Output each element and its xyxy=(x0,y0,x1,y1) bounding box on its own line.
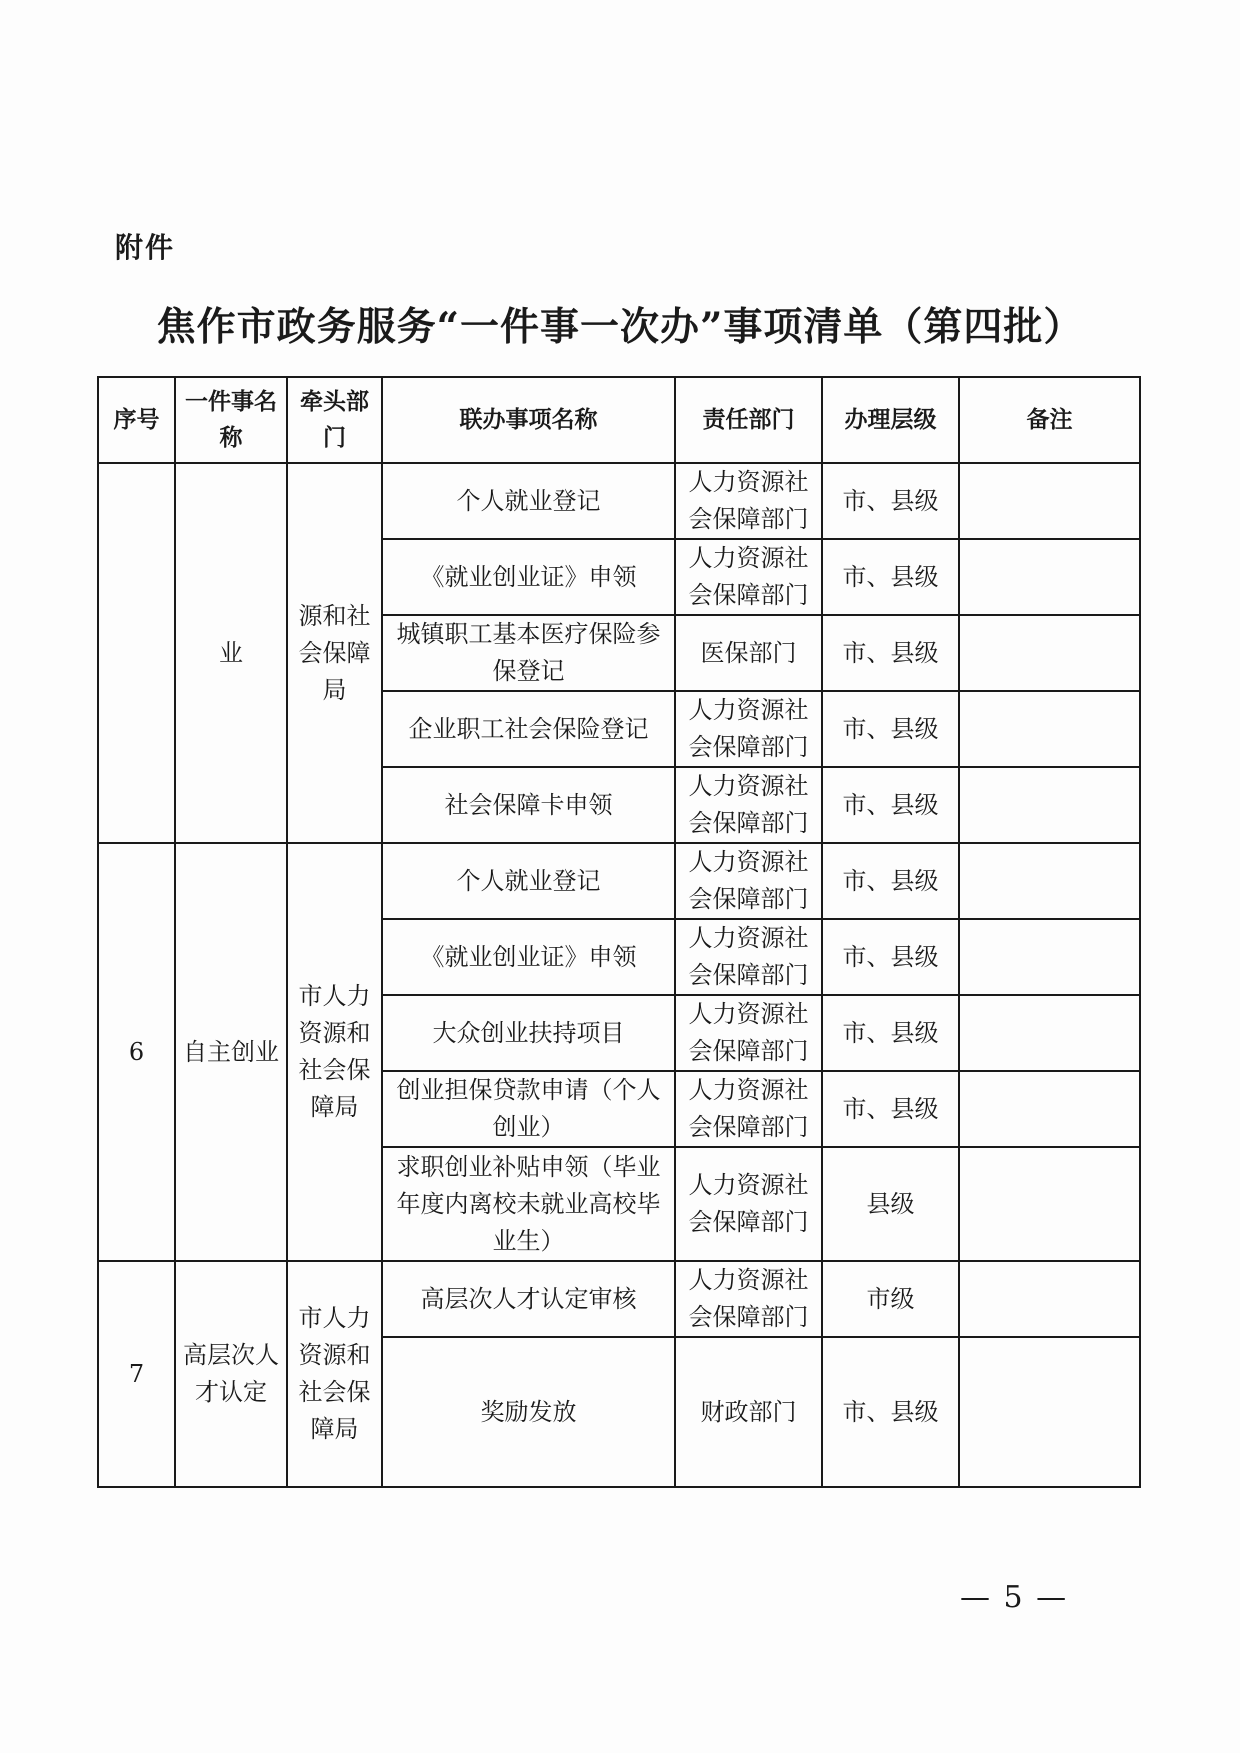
responsible-dept-cell: 人力资源社会保障部门 xyxy=(675,767,822,843)
row-number-cell: 6 xyxy=(98,843,175,1261)
level-cell: 市、县级 xyxy=(822,615,959,691)
column-header: 责任部门 xyxy=(675,377,822,463)
level-cell: 市、县级 xyxy=(822,691,959,767)
note-cell xyxy=(959,919,1140,995)
note-cell xyxy=(959,767,1140,843)
matter-name-cell: 自主创业 xyxy=(175,843,287,1261)
level-cell: 市、县级 xyxy=(822,1071,959,1147)
joint-item-cell: 求职创业补贴申领（毕业年度内离校未就业高校毕业生） xyxy=(382,1147,675,1261)
joint-item-cell: 大众创业扶持项目 xyxy=(382,995,675,1071)
responsible-dept-cell: 人力资源社会保障部门 xyxy=(675,995,822,1071)
table-row xyxy=(98,463,1140,539)
joint-item-cell: 《就业创业证》申领 xyxy=(382,919,675,995)
attachment-label: 附件 xyxy=(115,231,176,264)
level-cell: 市、县级 xyxy=(822,767,959,843)
page-number: — 5 — xyxy=(960,1580,1069,1615)
responsible-dept-cell: 人力资源社会保障部门 xyxy=(675,691,822,767)
joint-item-cell: 创业担保贷款申请（个人创业） xyxy=(382,1071,675,1147)
level-cell: 市、县级 xyxy=(822,463,959,539)
level-cell: 市、县级 xyxy=(822,919,959,995)
lead-dept-cell: 市人力资源和社会保障局 xyxy=(287,1261,382,1487)
joint-item-cell: 《就业创业证》申领 xyxy=(382,539,675,615)
table-header-row xyxy=(98,377,1140,463)
joint-item-cell: 社会保障卡申领 xyxy=(382,767,675,843)
responsible-dept-cell: 人力资源社会保障部门 xyxy=(675,539,822,615)
responsible-dept-cell: 人力资源社会保障部门 xyxy=(675,1071,822,1147)
responsible-dept-cell: 医保部门 xyxy=(675,615,822,691)
note-cell xyxy=(959,539,1140,615)
column-header: 序号 xyxy=(98,377,175,463)
note-cell xyxy=(959,995,1140,1071)
joint-item-cell: 企业职工社会保险登记 xyxy=(382,691,675,767)
level-cell: 市级 xyxy=(822,1261,959,1337)
page-title: 焦作市政务服务“一件事一次办”事项清单（第四批） xyxy=(156,304,1084,350)
joint-item-cell: 高层次人才认定审核 xyxy=(382,1261,675,1337)
column-header: 联办事项名称 xyxy=(382,377,675,463)
note-cell xyxy=(959,691,1140,767)
note-cell xyxy=(959,1147,1140,1261)
level-cell: 市、县级 xyxy=(822,539,959,615)
note-cell xyxy=(959,1337,1140,1487)
responsible-dept-cell: 人力资源社会保障部门 xyxy=(675,1261,822,1337)
joint-item-cell: 奖励发放 xyxy=(382,1337,675,1487)
responsible-dept-cell: 人力资源社会保障部门 xyxy=(675,843,822,919)
lead-dept-cell: 源和社会保障局 xyxy=(287,463,382,843)
level-cell: 县级 xyxy=(822,1147,959,1261)
items-table xyxy=(97,376,1141,1488)
level-cell: 市、县级 xyxy=(822,1337,959,1487)
level-cell: 市、县级 xyxy=(822,995,959,1071)
note-cell xyxy=(959,615,1140,691)
matter-name-cell: 业 xyxy=(175,463,287,843)
joint-item-cell: 城镇职工基本医疗保险参保登记 xyxy=(382,615,675,691)
note-cell xyxy=(959,843,1140,919)
table-row xyxy=(98,843,1140,919)
responsible-dept-cell: 人力资源社会保障部门 xyxy=(675,463,822,539)
note-cell xyxy=(959,1071,1140,1147)
responsible-dept-cell: 人力资源社会保障部门 xyxy=(675,1147,822,1261)
lead-dept-cell: 市人力资源和社会保障局 xyxy=(287,843,382,1261)
row-number-cell: 7 xyxy=(98,1261,175,1487)
responsible-dept-cell: 人力资源社会保障部门 xyxy=(675,919,822,995)
level-cell: 市、县级 xyxy=(822,843,959,919)
column-header: 一件事名称 xyxy=(175,377,287,463)
column-header: 牵头部门 xyxy=(287,377,382,463)
note-cell xyxy=(959,463,1140,539)
table-row xyxy=(98,1261,1140,1337)
column-header: 备注 xyxy=(959,377,1140,463)
responsible-dept-cell: 财政部门 xyxy=(675,1337,822,1487)
joint-item-cell: 个人就业登记 xyxy=(382,463,675,539)
joint-item-cell: 个人就业登记 xyxy=(382,843,675,919)
column-header: 办理层级 xyxy=(822,377,959,463)
matter-name-cell: 高层次人才认定 xyxy=(175,1261,287,1487)
note-cell xyxy=(959,1261,1140,1337)
row-number-cell xyxy=(98,463,175,843)
